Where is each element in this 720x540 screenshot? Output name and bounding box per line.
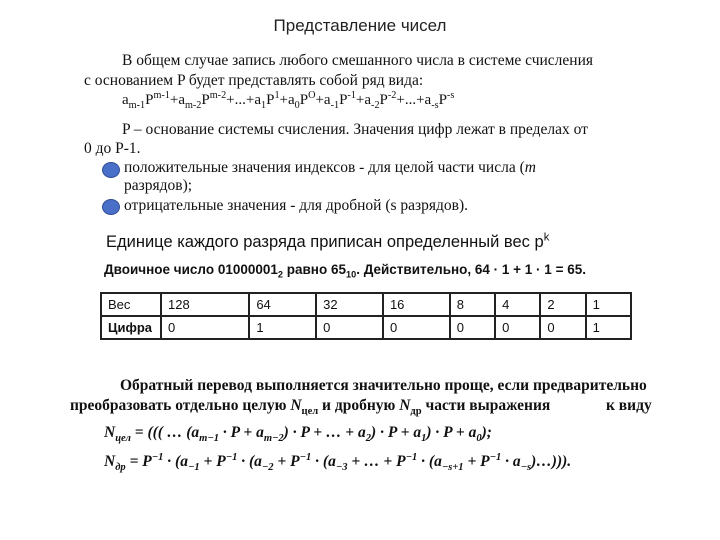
para1-line2: с основанием P будет представлять собой ряд вида: [84,72,424,89]
table-cell: 0 [316,316,383,339]
table-cell: Цифра [101,316,161,339]
bullet-1-line1: положительные значения индексов - для целой части числа (m [124,159,536,176]
table-cell: 0 [383,316,450,339]
bullet-1-line2: разрядов); [124,177,193,194]
table-cell: 4 [495,293,540,316]
para3-line1: Обратный перевод выполняется значительно проще, если предварительно [120,377,647,394]
table-cell: 32 [316,293,383,316]
table-row [101,293,631,316]
table-cell: 16 [383,293,450,316]
slide-title: Представление чисел [273,16,447,35]
weight-sentence: Единице каждого разряда приписан определенный вес $p^k$ [106,231,550,251]
table-cell: 2 [540,293,585,316]
series-formula: $a_{m-1}P^{m-1}+a_{m-2}P^{m-2}+...+a_1P^1+a_0P^O+a_{-1}P^{-1}+a_{-2}P^{-2}+...+a_{-s}P^{-s}$ [122,90,455,111]
weights-table [100,292,632,340]
formula-fraction: $N_{др} = P^{-1} \cdot (a_{-1} + P^{-1} \cdot (a_{-2} + P^{-1} \cdot (a_{-3}$ + … + $P^{-1} \cdot (a_{-s+1} + P^{-1}$ · $a_{-s})\dots$))). [104,451,572,474]
table-cell: 0 [161,316,249,339]
para3-line2-end: к виду [606,397,652,414]
para2-line2: 0 до P-1. [84,140,141,157]
table-cell: 1 [586,316,631,339]
table-cell: 0 [540,316,585,339]
bullet-dot [102,199,120,215]
para2-line1: P – основание системы счисления. Значения цифр лежат в пределах от [122,121,588,138]
example-line: Двоичное число $01000001_2$ равно $65_{10}$. Действительно, 64 · 1 + 1 · 1 = 65. [104,262,586,280]
table-cell: 128 [161,293,249,316]
table-cell: 8 [450,293,495,316]
table-cell: Вес [101,293,161,316]
formula-integer: $N_{цел}$ = ((( … $(a_{m-1} \cdot P + a_{m-2}) \cdot P$ + … + $a_2) \cdot P + a_1) \cdot P + a_0$); [104,424,492,445]
table-row [101,316,631,339]
table-cell: 1 [249,316,316,339]
table-cell: 64 [249,293,316,316]
table-cell: 0 [495,316,540,339]
table-cell: 0 [450,316,495,339]
table-cell: 1 [586,293,631,316]
bullet-dot [102,162,120,178]
para3-line2: преобразовать отдельно целую $N_{цел}$ и дробную $N_{др}$ части выражения [70,397,551,418]
para1-line1: В общем случае запись любого смешанного числа в системе счисления [122,52,594,69]
bullet-2: отрицательные значения - для дробной (s разрядов). [124,197,469,214]
